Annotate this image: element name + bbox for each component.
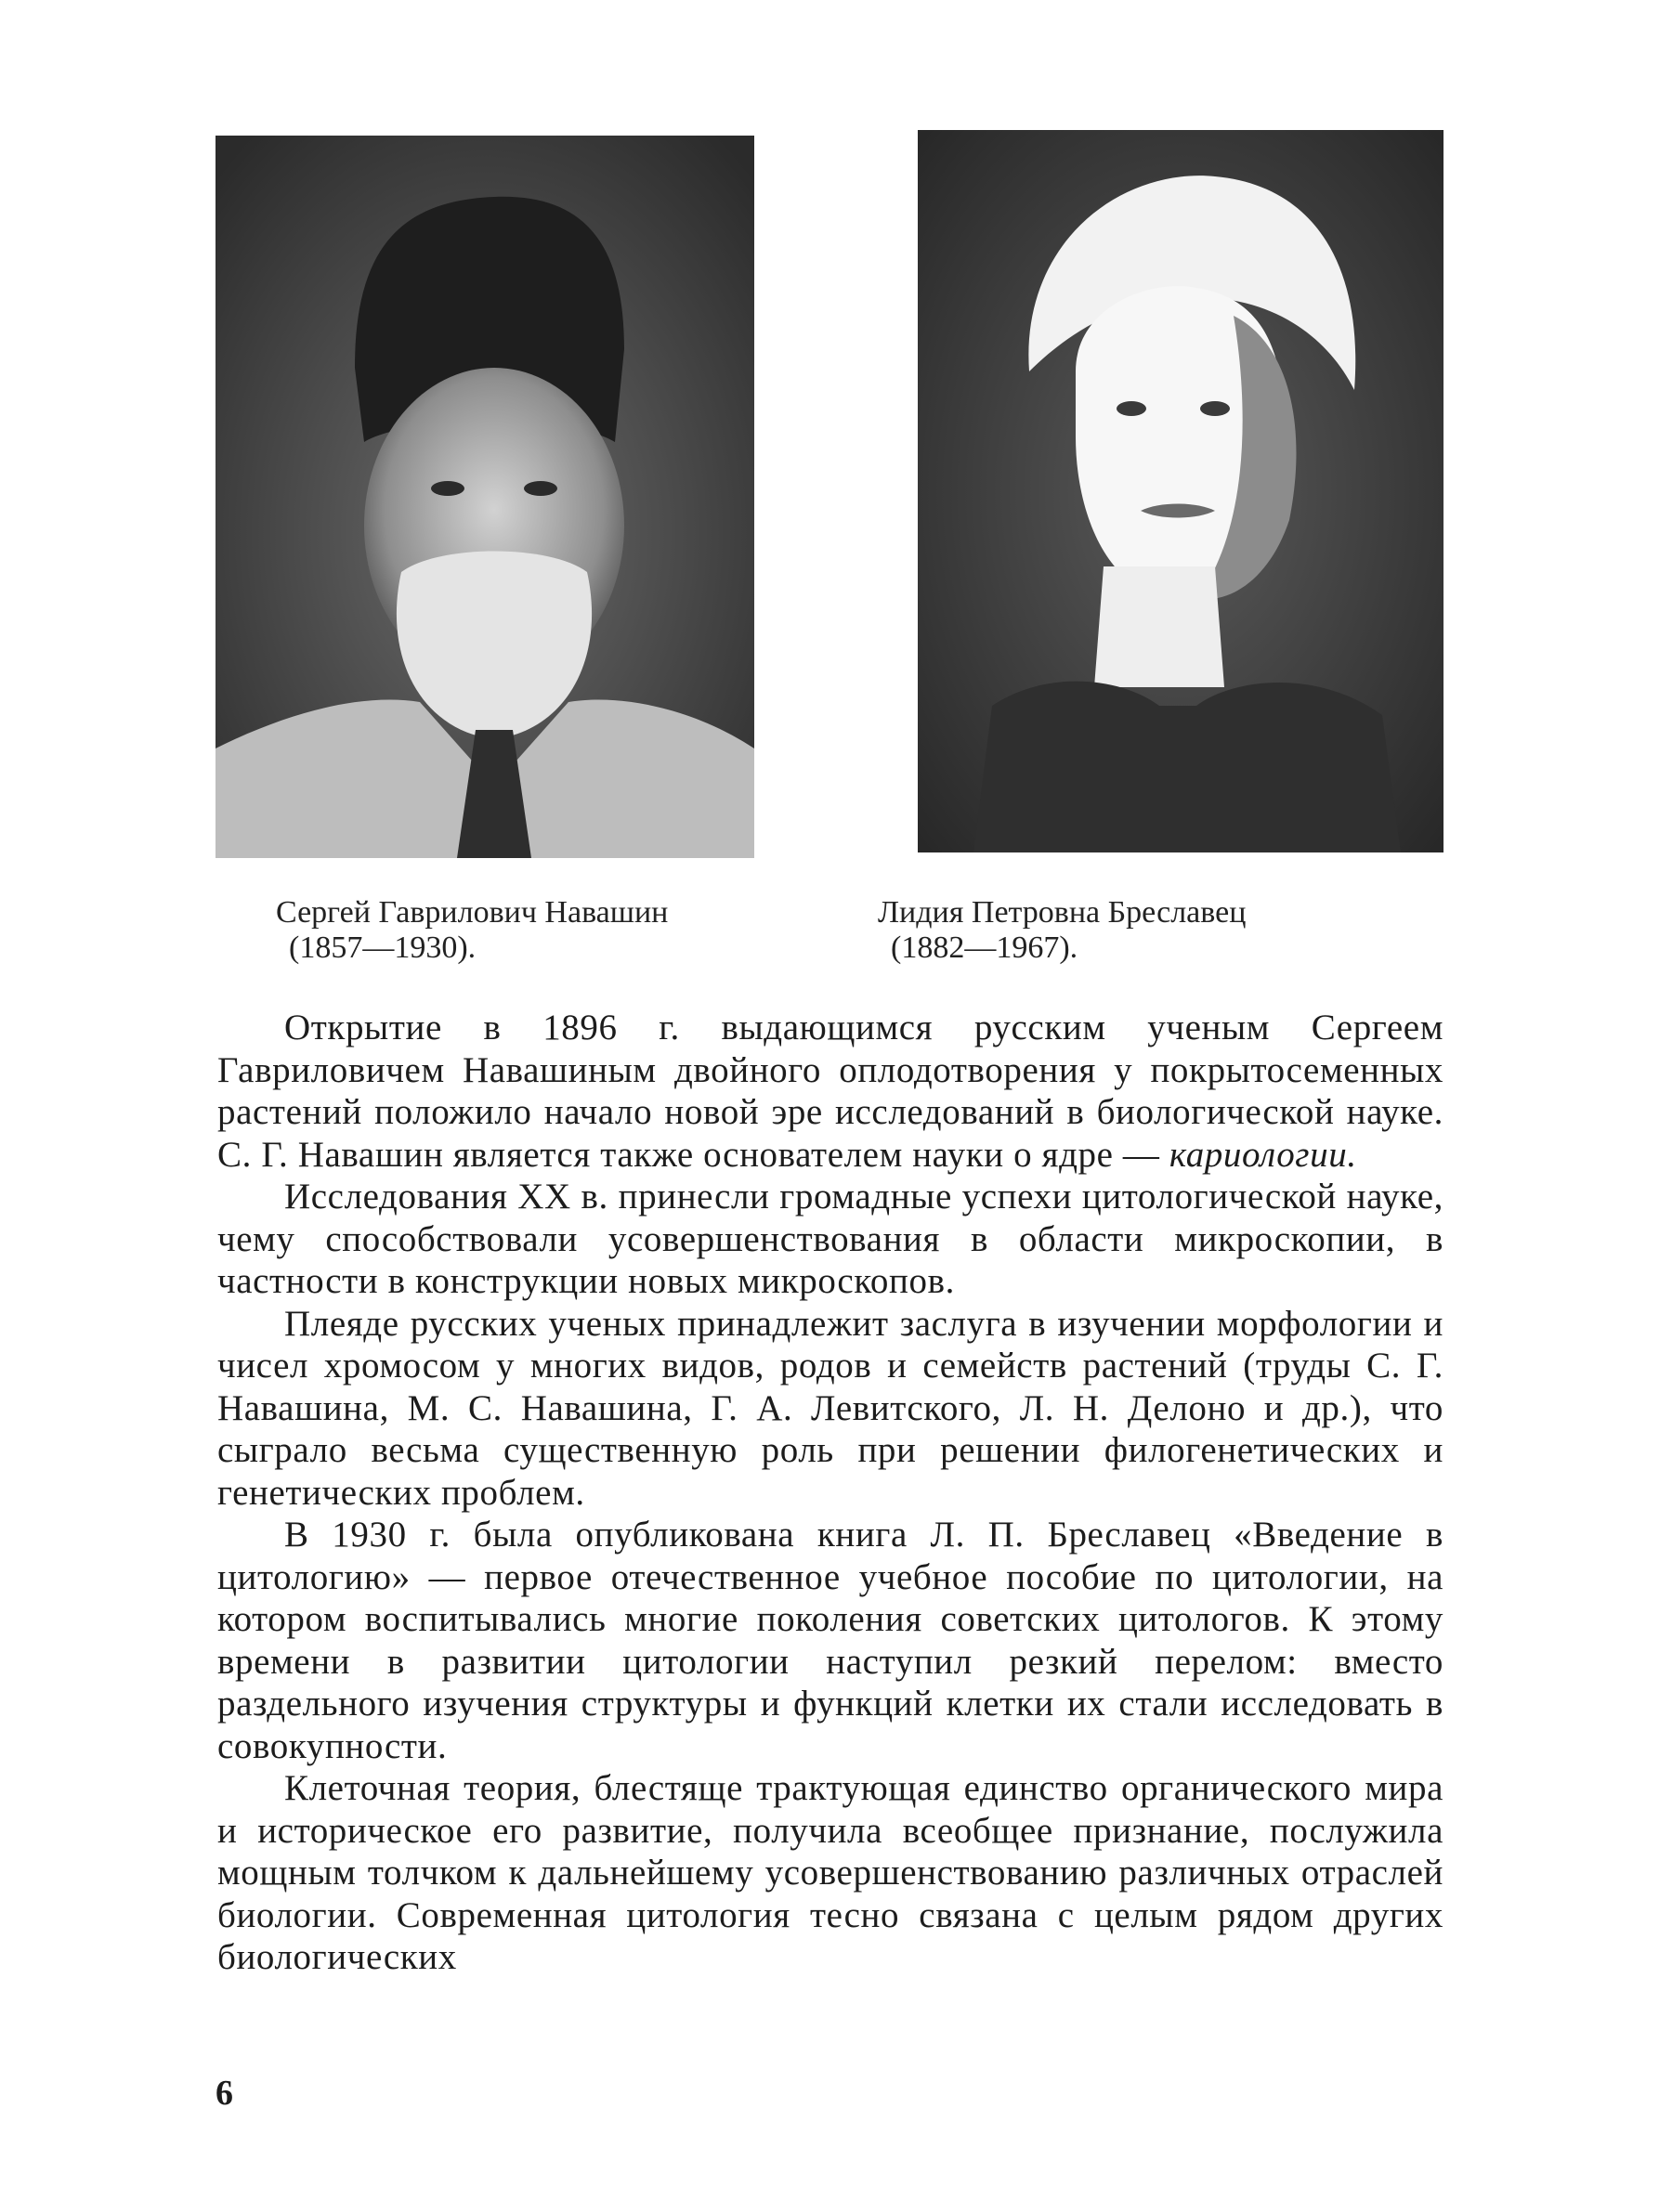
portrait-caption-navashin: [276, 895, 668, 966]
caption-years: (1882—1967).: [891, 930, 1078, 965]
paragraph-3: Плеяде русских ученых принадлежит заслуга в изучении морфологии и чисел хромосом у многих видов, родов и семейств растений (труды С. Г. Навашина, М. С. Навашина, Г. А. Левитского, Л. Н. Делоно и др.), что сыграло весьма существенную роль при решении филогенетических и генетических проблем.: [217, 1303, 1443, 1513]
portrait-image-breslavets: [918, 130, 1443, 852]
paragraph-5: Клеточная теория, блестяще трактующая единство органического мира и историческое его развитие, получила всеобщее признание, послужила мощным толчком к дальнейшему усовершенствованию различных отраслей биологии. Современная цитология тесно связана с целым рядом других биологических: [217, 1768, 1443, 1977]
portrait-caption-breslavets: [878, 895, 1246, 966]
portrait-photo-breslavets: [918, 130, 1443, 852]
paragraph-4: В 1930 г. была опубликована книга Л. П. Бреславец «Введение в цитологию» — первое отечественное учебное пособие по цитологии, на котором воспитывались многие поколения советских цитологов. К этому времени в развитии цитологии наступил резкий перелом: вместо раздельного изучения структуры и функций клетки их стали исследовать в совокупности.: [217, 1515, 1443, 1766]
portrait-photo-navashin: [216, 136, 754, 858]
caption-name: Сергей Гаврилович Навашин: [276, 895, 669, 930]
caption-name: Лидия Петровна Бреславец: [878, 895, 1247, 930]
page-number: 6: [216, 2074, 233, 2113]
emphasis-term: кариологии.: [1169, 1134, 1357, 1175]
caption-years: (1857—1930).: [289, 930, 477, 965]
body-text: [217, 1007, 1443, 1979]
paragraph-1: [217, 1007, 1443, 1176]
portrait-image-navashin: [216, 136, 754, 858]
paragraph-2: Исследования XX в. принесли громадные успехи цитологической науке, чему способствовали усовершенствования в области микроскопии, в частности в конструкции новых микроскопов.: [217, 1177, 1443, 1301]
paragraph-text: Открытие в 1896 г. выдающимся русским ученым Сергеем Гавриловичем Навашиным двойного оплодотворения у покрытосеменных растений положило начало новой эре исследований в биологической науке. С. Г. Навашин является также основателем науки о ядре —: [217, 1008, 1443, 1175]
